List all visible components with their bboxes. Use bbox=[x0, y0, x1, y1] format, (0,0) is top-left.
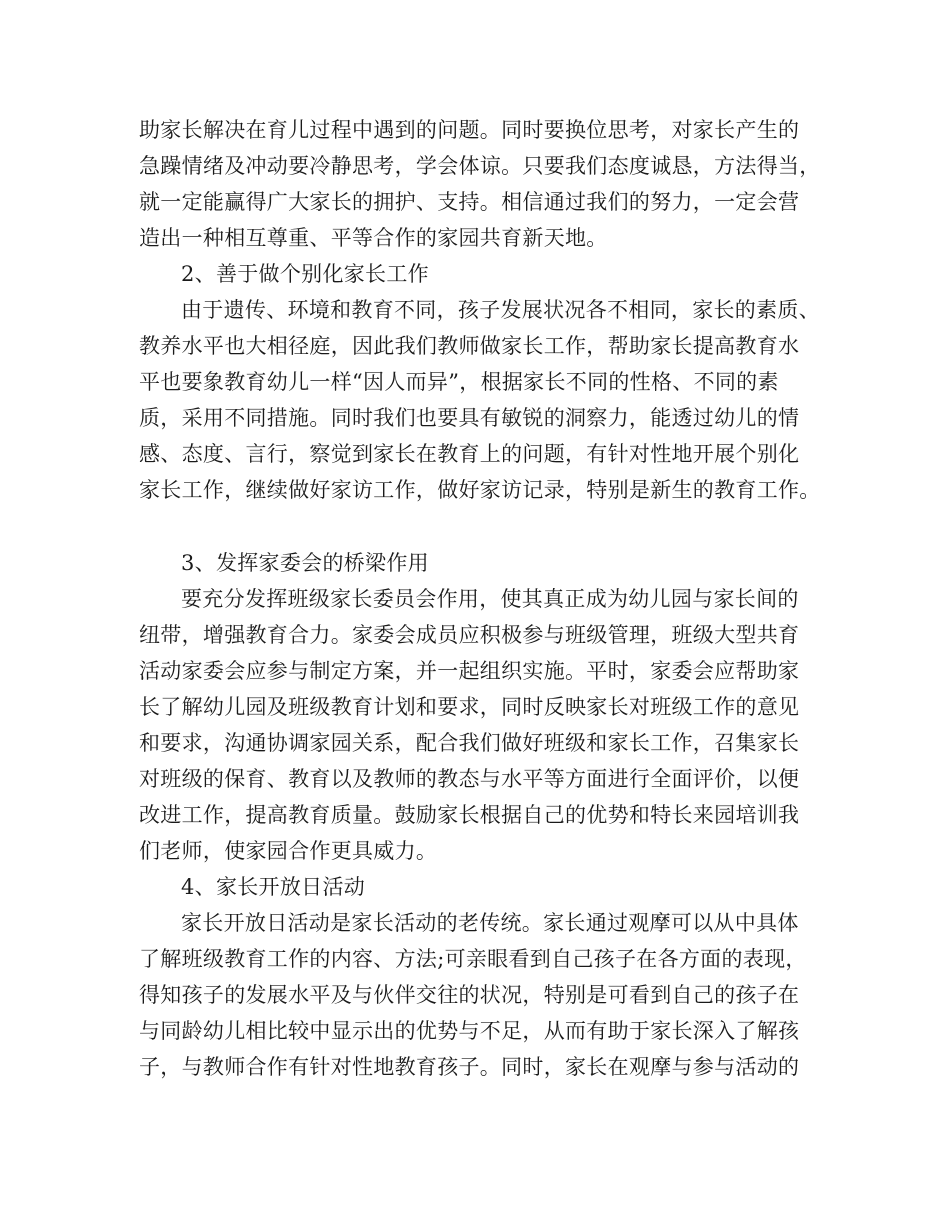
paragraph-line: 长了解幼儿园及班级教育计划和要求，同时反映家长对班级工作的意见 bbox=[139, 695, 800, 719]
section-heading: 4、家长开放日活动 bbox=[181, 875, 366, 899]
paragraph-line: 和要求，沟通协调家园关系，配合我们做好班级和家长工作，召集家长 bbox=[139, 731, 800, 755]
paragraph-line: 助家长解决在育儿过程中遇到的问题。同时要换位思考，对家长产生的 bbox=[139, 118, 800, 142]
paragraph-line: 得知孩子的发展水平及与伙伴交往的状况，特别是可看到自己的孩子在 bbox=[139, 983, 800, 1007]
paragraph-line: 家长开放日活动是家长活动的老传统。家长通过观摩可以从中具体 bbox=[181, 911, 799, 935]
section-heading: 2、善于做个别化家长工作 bbox=[181, 262, 429, 286]
paragraph-line: 要充分发挥班级家长委员会作用，使其真正成为幼儿园与家长间的 bbox=[181, 587, 799, 611]
section-heading: 3、发挥家委会的桥梁作用 bbox=[181, 551, 429, 575]
paragraph-line: 由于遗传、环境和教育不同，孩子发展状况各不相同，家长的素质、 bbox=[181, 298, 820, 322]
paragraph-line: 就一定能赢得广大家长的拥护、支持。相信通过我们的努力，一定会营 bbox=[139, 190, 800, 214]
paragraph-line: 对班级的保育、教育以及教师的教态与水平等方面进行全面评价，以便 bbox=[139, 767, 800, 791]
paragraph-line: 了解班级教育工作的内容、方法;可亲眼看到自己孩子在各方面的表现， bbox=[139, 947, 807, 971]
paragraph-line: 急躁情绪及冲动要冷静思考，学会体谅。只要我们态度诚恳，方法得当， bbox=[139, 154, 821, 178]
paragraph-line: 子，与教师合作有针对性地教育孩子。同时，家长在观摩与参与活动的 bbox=[139, 1055, 800, 1079]
paragraph-line: 活动家委会应参与制定方案，并一起组织实施。平时，家委会应帮助家 bbox=[139, 659, 800, 683]
text-block-lower bbox=[139, 545, 819, 1085]
paragraph-line: 家长工作，继续做好家访工作，做好家访记录，特别是新生的教育工作。 bbox=[139, 478, 821, 502]
text-block-upper bbox=[139, 112, 819, 508]
paragraph-line: 纽带，增强教育合力。家委会成员应积极参与班级管理，班级大型共育 bbox=[139, 623, 800, 647]
paragraph-line: 质，采用不同措施。同时我们也要具有敏锐的洞察力，能透过幼儿的情 bbox=[139, 406, 800, 430]
paragraph-line: 与同龄幼儿相比较中显示出的优势与不足，从而有助于家长深入了解孩 bbox=[139, 1019, 800, 1043]
paragraph-line: 改进工作，提高教育质量。鼓励家长根据自己的优势和特长来园培训我 bbox=[139, 803, 800, 827]
paragraph-line: 造出一种相互尊重、平等合作的家园共育新天地。 bbox=[139, 226, 608, 250]
paragraph-line: 平也要象教育幼儿一样“因人而异”，根据家长不同的性格、不同的素 bbox=[139, 370, 779, 394]
paragraph-line: 感、态度、言行，察觉到家长在教育上的问题，有针对性地开展个别化 bbox=[139, 442, 800, 466]
paragraph-line: 教养水平也大相径庭，因此我们教师做家长工作，帮助家长提高教育水 bbox=[139, 334, 800, 358]
paragraph-line: 们老师，使家园合作更具威力。 bbox=[139, 839, 438, 863]
